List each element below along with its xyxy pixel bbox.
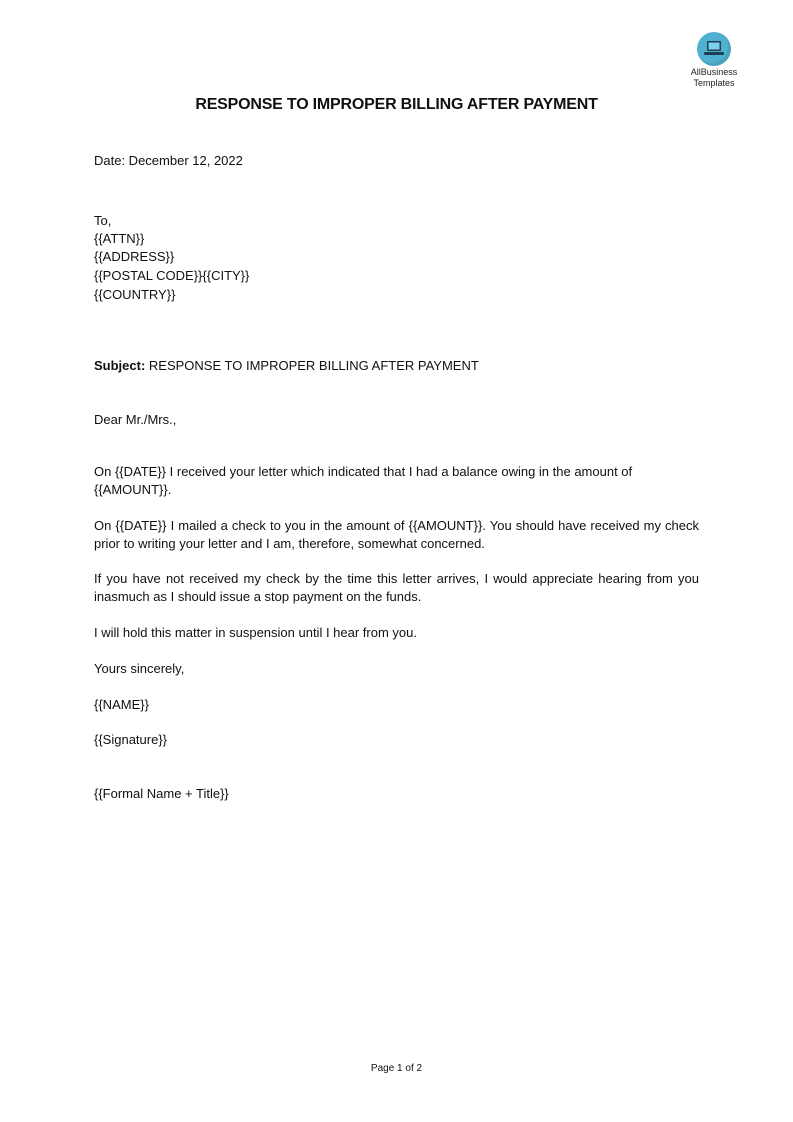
brand-logo <box>684 32 744 88</box>
logo-text-line1: AllBusiness <box>690 67 738 77</box>
recipient-to: To, <box>94 213 112 228</box>
recipient-country: {{COUNTRY}} <box>94 287 176 302</box>
recipient-address: {{ADDRESS}} <box>94 249 175 264</box>
subject-label: Subject: <box>94 358 146 373</box>
formal-name-title: {{Formal Name + Title}} <box>94 786 229 801</box>
recipient-postal-city: {{POSTAL CODE}}{{CITY}} <box>94 268 250 283</box>
body-paragraph-4: I will hold this matter in suspension until I hear from you. <box>94 625 417 640</box>
sender-name: {{NAME}} <box>94 697 149 712</box>
subject-text: RESPONSE TO IMPROPER BILLING AFTER PAYMENT <box>145 358 479 373</box>
logo-text-line2: Templates <box>693 78 735 88</box>
signature: {{Signature}} <box>94 732 168 747</box>
body-paragraph-3: If you have not received my check by the time this letter arrives, I would appreciate hearing from you inasmuch as I should issue a stop payment on the funds. <box>94 571 699 604</box>
document-title: RESPONSE TO IMPROPER BILLING AFTER PAYMENT <box>195 96 598 113</box>
page-number: Page 1 of 2 <box>370 1063 423 1074</box>
subject-line <box>94 357 479 375</box>
closing: Yours sincerely, <box>94 661 185 676</box>
letter-date: Date: December 12, 2022 <box>94 153 243 168</box>
laptop-icon <box>697 32 731 66</box>
recipient-attn: {{ATTN}} <box>94 231 145 246</box>
salutation: Dear Mr./Mrs., <box>94 412 177 427</box>
body-paragraph-2: On {{DATE}} I mailed a check to you in the amount of {{AMOUNT}}. You should have received my check prior to writing your letter and I am, therefore, somewhat concerned. <box>94 518 699 551</box>
body-paragraph-1: On {{DATE}} I received your letter which indicated that I had a balance owing in the amount of {{AMOUNT}}. <box>94 464 633 497</box>
